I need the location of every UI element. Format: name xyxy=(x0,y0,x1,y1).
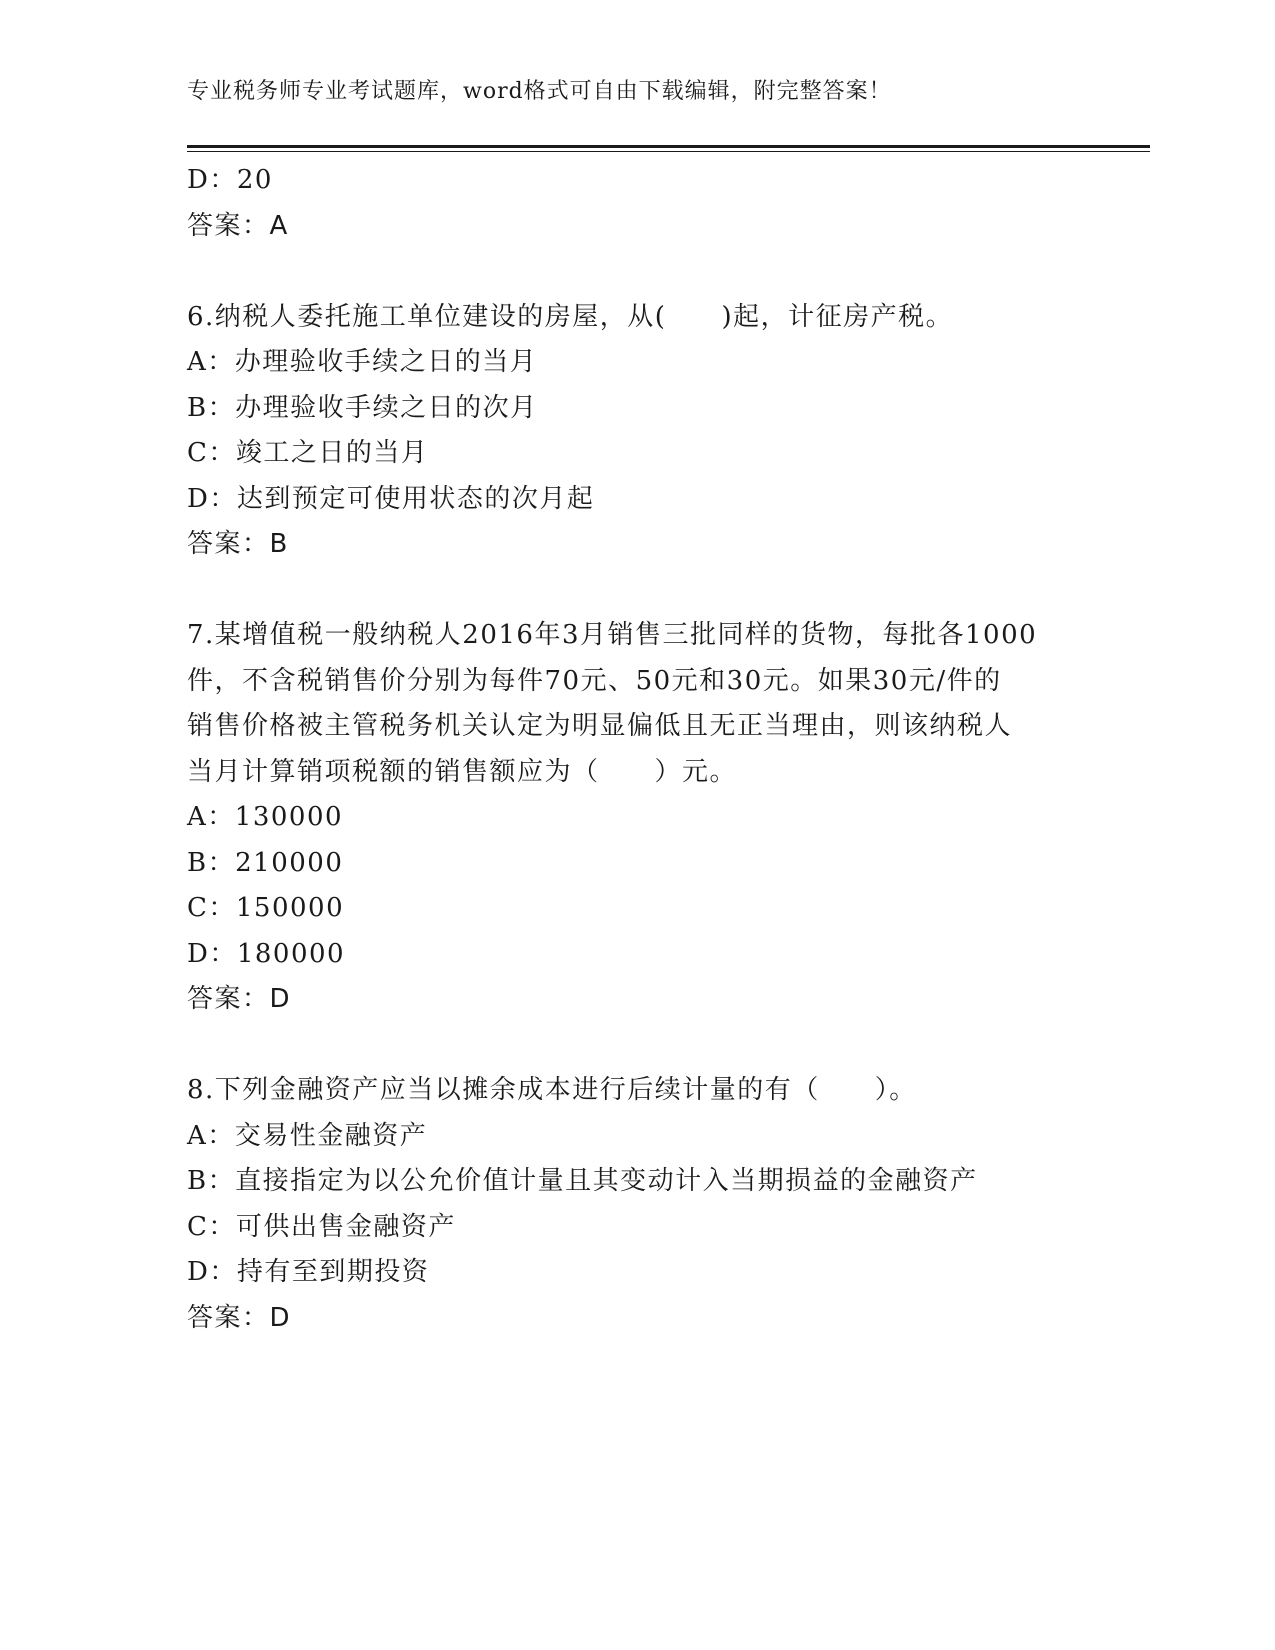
spacer xyxy=(187,568,1087,614)
question-8-answer: 答案：D xyxy=(187,1302,292,1333)
question-6-answer: 答案：B xyxy=(187,529,289,559)
question-8-option-b: B：直接指定为以公允价值计量且其变动计入当期损益的金融资产 xyxy=(187,1166,978,1196)
header-rule-thick xyxy=(187,145,1150,148)
question-8-option-a: A：交易性金融资产 xyxy=(187,1120,428,1151)
question-8-stem: 8.下列金融资产应当以摊余成本进行后续计量的有（ ）。 xyxy=(187,1075,917,1105)
question-8-option-c: C：可供出售金融资产 xyxy=(187,1211,456,1242)
answer: 答案：A xyxy=(187,210,289,241)
question-7-stem-line-3: 销售价格被主管税务机关认定为明显偏低且无正当理由，则该纳税人 xyxy=(187,711,1013,741)
question-6-option-c: C：竣工之日的当月 xyxy=(187,438,429,468)
question-6-option-a: A：办理验收手续之日的当月 xyxy=(187,347,538,377)
spacer xyxy=(187,1023,1087,1069)
question-6-stem: 6.纳税人委托施工单位建设的房屋，从( )起，计征房产税。 xyxy=(187,301,954,332)
spacer xyxy=(187,249,1087,295)
question-6-option-b: B：办理验收手续之日的次月 xyxy=(187,392,538,423)
question-7-stem-line-2: 件，不含税销售价分别为每件70元、50元和30元。如果30元/件的 xyxy=(187,665,1002,696)
page-header: 专业税务师专业考试题库，word格式可自由下载编辑，附完整答案！ xyxy=(187,79,892,104)
header-rule-thin xyxy=(187,151,1150,152)
document-body xyxy=(187,158,1087,1341)
question-7-stem-line-4: 当月计算销项税额的销售额应为（ ）元。 xyxy=(187,756,738,787)
question-6-option-d: D：达到预定可使用状态的次月起 xyxy=(187,483,595,514)
question-7-answer: 答案：D xyxy=(187,984,292,1014)
question-8-option-d: D：持有至到期投资 xyxy=(187,1257,430,1287)
option-d: D：20 xyxy=(187,165,273,195)
question-7-option-b: B：210000 xyxy=(187,847,344,878)
question-7-stem-line-1: 7.某增值税一般纳税人2016年3月销售三批同样的货物，每批各1000 xyxy=(187,620,1038,650)
question-7-option-c: C：150000 xyxy=(187,893,345,923)
question-7-option-d: D：180000 xyxy=(187,938,346,969)
question-7-option-a: A：130000 xyxy=(187,802,344,832)
